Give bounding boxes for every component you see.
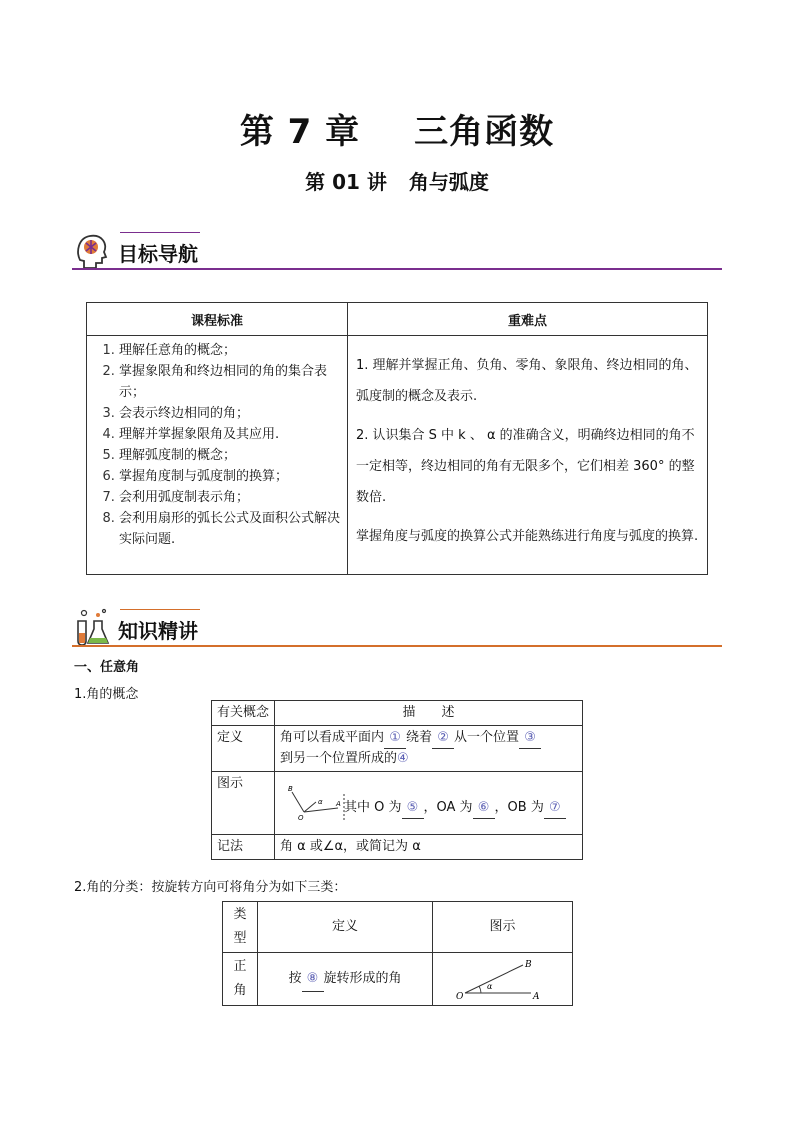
blank: ① <box>384 728 406 749</box>
list-item: 4. 理解并掌握象限角及其应用. <box>119 424 341 445</box>
section-divider <box>72 645 722 647</box>
list-item: 5. 理解弧度制的概念； <box>119 445 341 466</box>
key-point: 掌握角度与弧度的换算公式并能熟练进行角度与弧度的换算. <box>356 529 699 544</box>
definition-cell <box>275 726 583 772</box>
column-header: 定义 <box>258 902 433 953</box>
column-header: 图示 <box>433 902 573 953</box>
lesson-name: 角与弧度 <box>408 170 489 194</box>
section-header-goals <box>72 230 722 270</box>
figure-cell <box>275 772 583 835</box>
angle-label: α <box>486 982 492 991</box>
table-row <box>212 835 583 860</box>
flask-icon <box>72 607 112 647</box>
lesson-title <box>0 166 794 195</box>
text: ，OA 为 <box>423 800 473 815</box>
notation-cell: 角 α 或∠α，或简记为 α <box>275 835 583 860</box>
point-label: B <box>524 960 532 970</box>
table-row <box>212 701 583 726</box>
table-row <box>223 902 573 953</box>
list-item: 3. 会表示终边相同的角； <box>119 403 341 424</box>
blank: ⑧ <box>302 967 324 992</box>
column-header: 重难点 <box>348 303 708 336</box>
row-label: 正角 <box>223 953 258 1006</box>
row-label: 图示 <box>212 772 275 835</box>
standards-cell <box>87 336 348 575</box>
angle-label: α <box>318 798 323 806</box>
angle-diagram <box>288 780 350 820</box>
section-divider <box>72 268 722 270</box>
classification-table <box>222 901 573 1006</box>
list-item: 2. 掌握象限角和终边相同的角的集合表示； <box>119 361 341 403</box>
row-label: 定义 <box>212 726 275 772</box>
list-item: 7. 会利用弧度制表示角； <box>119 487 341 508</box>
text: 绕着 <box>406 730 433 745</box>
point-label: O <box>455 992 463 1002</box>
concept-table <box>211 700 583 860</box>
text: 按 <box>288 970 302 986</box>
lesson-number: 第 01 讲 <box>305 170 387 194</box>
chapter-name: 三角函数 <box>414 112 555 152</box>
table-row <box>87 336 708 575</box>
section-header-knowledge <box>72 607 722 647</box>
table-row <box>223 953 573 1006</box>
section-top-line <box>120 609 200 610</box>
heading-any-angle: 一、任意角 <box>74 660 140 675</box>
blank: ⑥ <box>473 798 495 819</box>
blank: ③ <box>519 728 541 749</box>
column-header: 有关概念 <box>212 701 275 726</box>
row-label: 记法 <box>212 835 275 860</box>
list-item: 8. 会利用扇形的弧长公式及面积公式解决实际问题. <box>119 508 341 550</box>
section-top-line <box>120 232 200 233</box>
blank: ④ <box>397 751 409 766</box>
figure-cell <box>433 953 573 1006</box>
text: 到另一个位置所成的 <box>280 751 398 766</box>
point-label: O <box>298 814 304 820</box>
text: 其中 O 为 <box>344 800 402 815</box>
chapter-number: 第 7 章 <box>239 112 361 152</box>
section-label: 目标导航 <box>118 242 198 266</box>
blank: ② <box>432 728 454 749</box>
brain-head-icon <box>72 230 112 270</box>
list-item: 1. 理解任意角的概念； <box>119 340 341 361</box>
blank: ⑤ <box>402 798 424 819</box>
point-label: B <box>288 785 293 793</box>
text: ，OB 为 <box>494 800 544 815</box>
chapter-title <box>0 104 794 153</box>
subheading-angle-classification: 2.角的分类：按旋转方向可将角分为如下三类： <box>74 880 347 895</box>
definition-cell <box>258 953 433 1006</box>
text: 角可以看成平面内 <box>280 730 385 745</box>
point-label: A <box>336 800 341 808</box>
figure-caption <box>344 798 566 819</box>
column-header: 类型 <box>223 902 258 953</box>
column-header: 描 述 <box>275 701 583 726</box>
key-points-cell <box>348 336 708 575</box>
column-header: 课程标准 <box>87 303 348 336</box>
key-point: 2. 认识集合 S 中 k 、 α 的准确含义，明确终边相同的角不一定相等，终边相同的角有无限多个，它们相差 360° 的整数倍. <box>356 428 695 505</box>
positive-angle-diagram <box>453 955 553 1003</box>
text: 旋转形成的角 <box>323 970 402 986</box>
table-header-row <box>87 303 708 336</box>
table-row <box>212 772 583 835</box>
section-label: 知识精讲 <box>118 619 198 643</box>
blank: ⑦ <box>544 798 566 819</box>
goals-table <box>86 302 708 575</box>
text: 从一个位置 <box>454 730 520 745</box>
list-item: 6. 掌握角度制与弧度制的换算； <box>119 466 341 487</box>
table-row <box>212 726 583 772</box>
point-label: A <box>532 992 539 1002</box>
standards-list <box>93 340 341 550</box>
subheading-angle-concept: 1.角的概念 <box>74 687 139 702</box>
key-point: 1. 理解并掌握正角、负角、零角、象限角、终边相同的角、弧度制的概念及表示. <box>356 358 698 404</box>
